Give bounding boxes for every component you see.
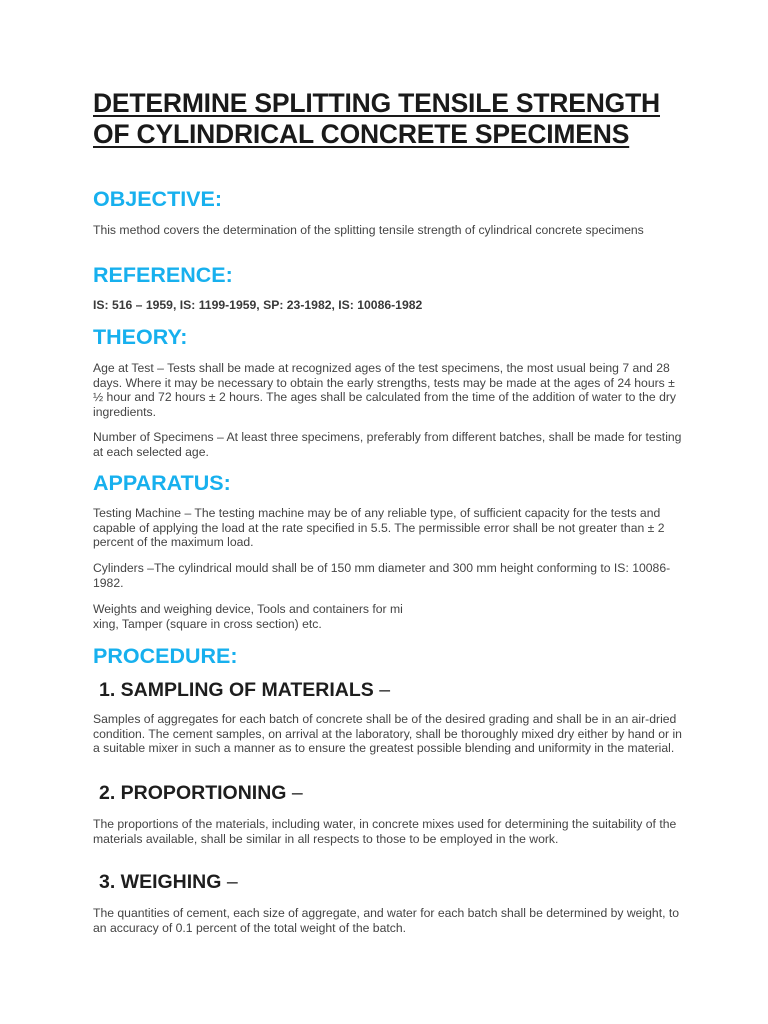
step-dash: – bbox=[379, 679, 391, 701]
step-dash: – bbox=[226, 871, 238, 893]
step-label: 3. WEIGHING bbox=[99, 871, 222, 893]
apparatus-paragraph-machine: Testing Machine – The testing machine may be of any reliable type, of sufficient capacity for the tests and capable of applying the load at the rate specified in 5.5. The permissible error shall be not greater than ± 2 percent of the maximum load. bbox=[93, 506, 665, 550]
step-heading-sampling bbox=[93, 678, 689, 702]
step-heading-weighing bbox=[93, 870, 689, 894]
apparatus-heading: APPARATUS: bbox=[93, 471, 231, 495]
step-text-proportioning: The proportions of the materials, including water, in concrete mixes used for determining the suitability of the materials available, shall be similar in all respects to those to be employed in the work. bbox=[93, 817, 677, 846]
procedure-heading: PROCEDURE: bbox=[93, 644, 238, 668]
objective-text: This method covers the determination of the splitting tensile strength of cylindrical concrete specimens bbox=[93, 223, 644, 237]
step-label: 2. PROPORTIONING bbox=[99, 782, 287, 804]
theory-paragraph-specimens: Number of Specimens – At least three specimens, preferably from different batches, shall be made for testing at each selected age. bbox=[93, 430, 682, 459]
step-text-sampling: Samples of aggregates for each batch of concrete shall be of the desired grading and shall be in an air-dried condition. The cement samples, on arrival at the laboratory, shall be thoroughly mixed dry either by hand or in a suitable mixer in such a manner as to ensure the greatest possible blending and uniformity in the material. bbox=[93, 712, 682, 756]
document-title: DETERMINE SPLITTING TENSILE STRENGTH OF CYLINDRICAL CONCRETE SPECIMENS bbox=[93, 88, 660, 149]
reference-text: IS: 516 – 1959, IS: 1199-1959, SP: 23-1982, IS: 10086-1982 bbox=[93, 298, 423, 312]
apparatus-paragraph-cylinders: Cylinders –The cylindrical mould shall be of 150 mm diameter and 300 mm height conforming to IS: 10086-1982. bbox=[93, 561, 671, 590]
step-text-weighing: The quantities of cement, each size of aggregate, and water for each batch shall be determined by weight, to an accuracy of 0.1 percent of the total weight of the batch. bbox=[93, 906, 680, 935]
step-dash: – bbox=[291, 782, 303, 804]
apparatus-paragraph-weights-line1: Weights and weighing device, Tools and containers for mi bbox=[93, 602, 403, 616]
apparatus-paragraph-weights-line2: xing, Tamper (square in cross section) etc. bbox=[93, 617, 322, 631]
reference-heading: REFERENCE: bbox=[93, 263, 233, 287]
objective-heading: OBJECTIVE: bbox=[93, 187, 223, 211]
step-label: 1. SAMPLING OF MATERIALS bbox=[99, 679, 374, 701]
theory-paragraph-age: Age at Test – Tests shall be made at recognized ages of the test specimens, the most usual being 7 and 28 days. Where it may be necessary to obtain the early strengths, tests may be made at the ages of 24 hours ± ½ hour and 72 hours ± 2 hours. The ages shall be calculated from the time of the addition of water to the dry ingredients. bbox=[93, 361, 677, 419]
theory-heading: THEORY: bbox=[93, 325, 188, 349]
step-heading-proportioning bbox=[93, 781, 689, 805]
